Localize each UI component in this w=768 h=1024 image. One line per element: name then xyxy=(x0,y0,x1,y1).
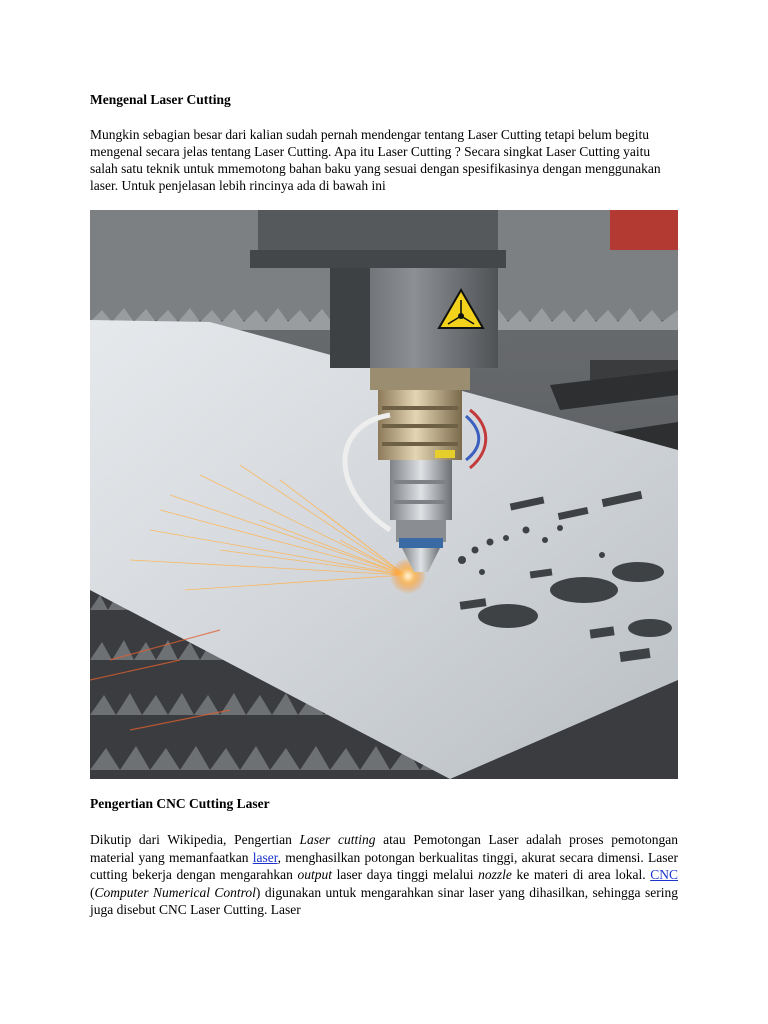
text-run: ) digunakan untuk mengarahkan sinar laser yang dihasilkan, sehingga sering juga disebut CNC Laser Cutting. Laser xyxy=(90,884,678,918)
term-computer-numerical-control: Computer Numerical Control xyxy=(94,884,256,900)
text-run: , menghasilkan potongan berkualitas tinggi, akurat secara dimensi. Laser cutting bekerja dengan mengarahkan xyxy=(90,849,678,883)
link-cnc[interactable]: CNC xyxy=(650,867,678,883)
section-heading-pengertian: Pengertian CNC Cutting Laser xyxy=(90,796,270,811)
term-laser-cutting: Laser cutting xyxy=(299,832,376,847)
text-run: atau Pemotongan Laser adalah proses pemotongan material yang memanfaatkan xyxy=(90,832,678,865)
laser-cutting-photo xyxy=(90,210,678,779)
intro-paragraph: Mungkin sebagian besar dari kalian sudah pernah mendengar tentang Laser Cutting tetapi belum begitu mengenal secara jelas tentang Laser Cutting. Apa itu Laser Cutting ? Secara singkat Laser Cutting yaitu salah satu teknik untuk mmemotong bahan baku yang sesuai dengan spesifikasinya dengan menggunakan laser. Untuk penjelasan lebih rincinya ada di bawah ini xyxy=(90,127,661,193)
text-run: ( xyxy=(90,884,95,900)
link-laser[interactable]: laser xyxy=(252,849,278,865)
definition-paragraph xyxy=(90,831,678,919)
text-run: ke materi di area lokal. xyxy=(511,867,651,883)
term-nozzle: nozzle xyxy=(478,867,512,883)
term-output: output xyxy=(297,867,332,883)
text-run: Dikutip dari Wikipedia, Pengertian xyxy=(90,832,300,847)
section-heading-mengenal: Mengenal Laser Cutting xyxy=(90,92,231,107)
text-run: laser daya tinggi melalui xyxy=(331,867,479,883)
